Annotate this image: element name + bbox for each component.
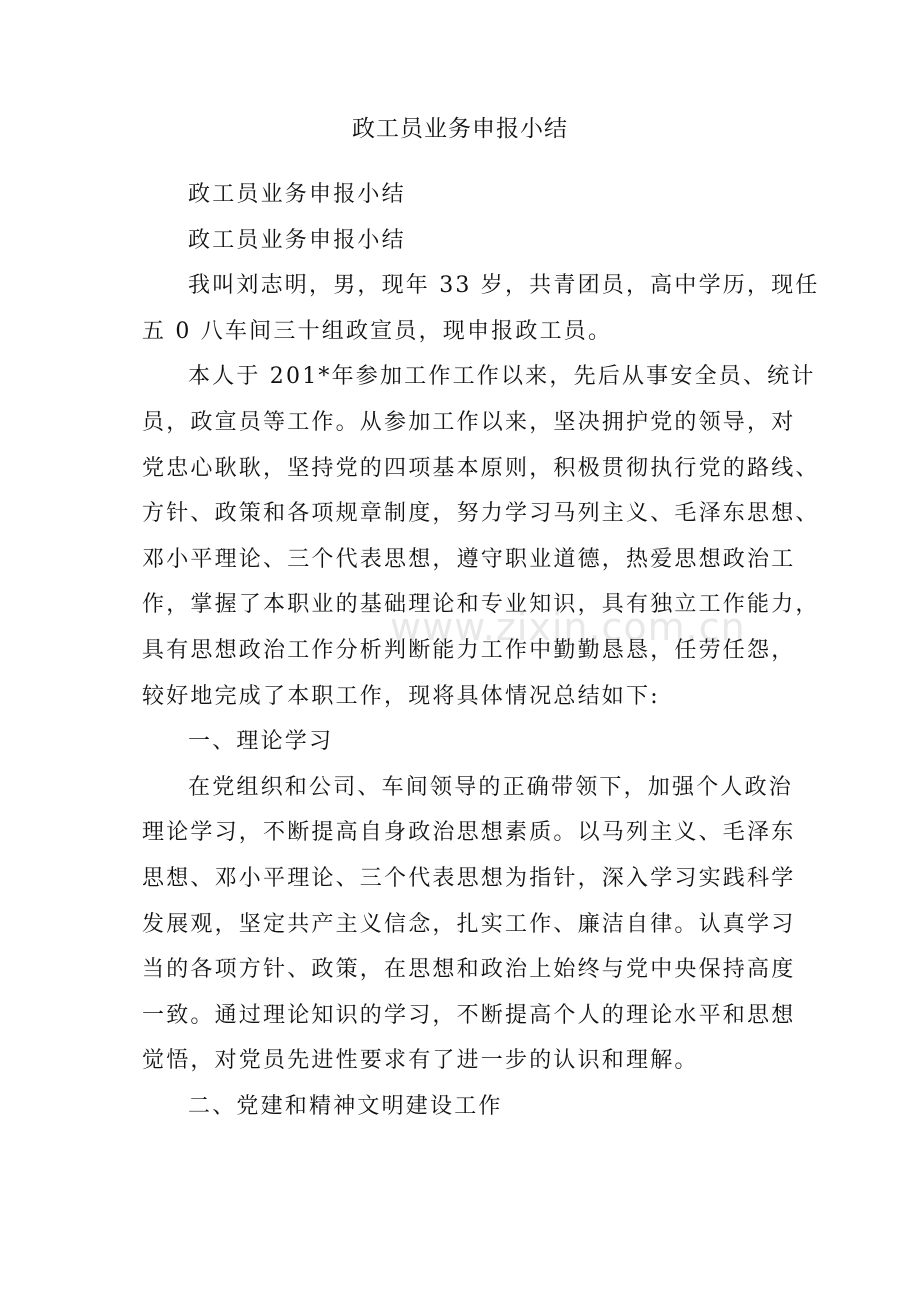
- text-line: 五 0 八车间三十组政宣员，现申报政工员。: [142, 318, 613, 344]
- text-line: 方针、政策和各项规章制度，努力学习马列主义、毛泽东思想、: [142, 501, 820, 527]
- text-line: 党忠心耿耿，坚持党的四项基本原则，积极贯彻执行党的路线、: [142, 455, 820, 481]
- text-line: 较好地完成了本职工作，现将具体情况总结如下:: [142, 683, 660, 709]
- text-line: 政工员业务申报小结: [188, 182, 406, 207]
- text-line: 当的各项方针、政策，在思想和政治上始终与党中央保持高度: [142, 957, 796, 983]
- text-line: 我叫刘志明，男，现年 33 岁，共青团员，高中学历，现任: [188, 273, 820, 299]
- text-line: 作，掌握了本职业的基础理论和专业知识，具有独立工作能力，: [142, 592, 820, 618]
- text-line: 具有思想政治工作分析判断能力工作中勤勤恳恳，任劳任怨，: [142, 637, 796, 663]
- document-title: 政工员业务申报小结: [352, 116, 568, 142]
- text-line: 思想、邓小平理论、三个代表思想为指针，深入学习实践科学: [142, 865, 796, 891]
- text-line: 本人于 201*年参加工作工作以来，先后从事安全员、统计: [188, 364, 816, 390]
- text-line: 政工员业务申报小结: [188, 227, 406, 253]
- text-line: 一致。通过理论知识的学习，不断提高个人的理论水平和思想: [142, 1002, 796, 1028]
- text-line: 员，政宣员等工作。从参加工作以来，坚决拥护党的领导，对: [142, 409, 796, 435]
- text-line: 一、理论学习: [188, 729, 334, 755]
- text-line: 二、党建和精神文明建设工作: [188, 1093, 503, 1119]
- text-line: 邓小平理论、三个代表思想，遵守职业道德，热爱思想政治工: [142, 546, 796, 572]
- text-line: 发展观，坚定共产主义信念，扎实工作、廉洁自律。认真学习: [142, 911, 796, 937]
- document-body: [142, 172, 820, 1129]
- text-line: 觉悟，对党员先进性要求有了进一步的认识和理解。: [142, 1048, 699, 1074]
- watermark: www.zixin.com.cn: [390, 605, 746, 649]
- text-line: 理论学习，不断提高自身政治思想素质。以马列主义、毛泽东: [142, 820, 796, 846]
- text-line: 在党组织和公司、车间领导的正确带领下，加强个人政治: [188, 774, 794, 800]
